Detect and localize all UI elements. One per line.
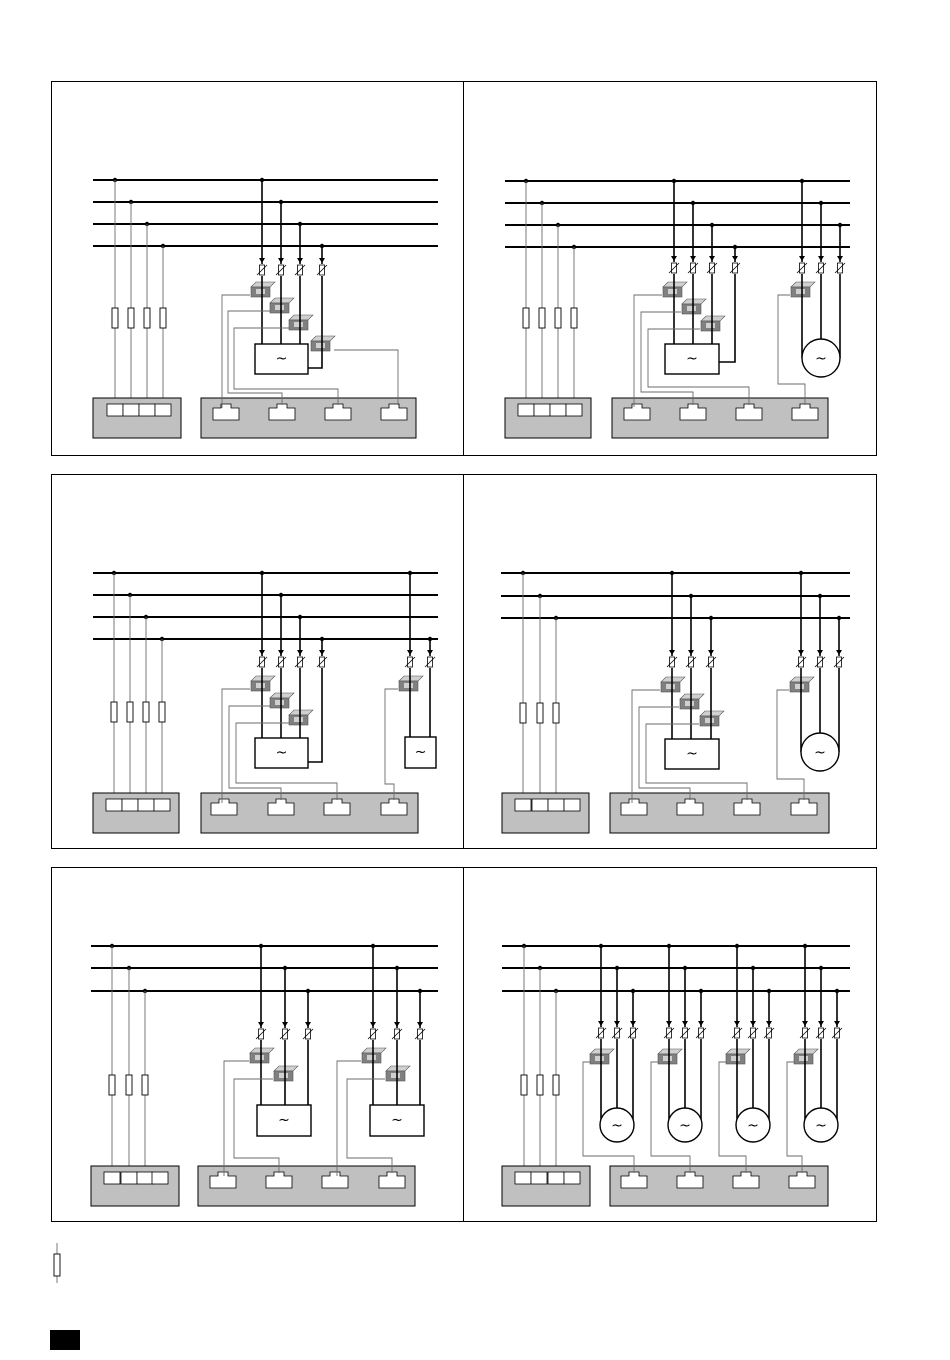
ct-top bbox=[682, 299, 706, 304]
fuse-icon bbox=[664, 1028, 674, 1038]
fuse-icon bbox=[276, 265, 286, 275]
current-transformer-icon bbox=[251, 676, 275, 691]
feeder-arrow bbox=[278, 650, 284, 655]
ct-window bbox=[731, 1056, 740, 1061]
fuse-icon bbox=[816, 263, 826, 273]
ct-top bbox=[274, 1066, 298, 1071]
fuse-icon bbox=[707, 263, 717, 273]
source-symbol: ~ bbox=[611, 1118, 623, 1134]
feeder-arrow bbox=[282, 1022, 288, 1027]
ct-top bbox=[289, 710, 313, 715]
ct-window bbox=[294, 717, 303, 722]
feeder-arrow bbox=[614, 1021, 620, 1026]
feeder-arrow bbox=[690, 256, 696, 261]
fuse-icon bbox=[520, 703, 526, 723]
feeder-arrow bbox=[708, 650, 714, 655]
motor-generator bbox=[736, 1108, 770, 1142]
feeder-arrow bbox=[818, 1021, 824, 1026]
motor-generator bbox=[600, 1108, 634, 1142]
ct-top bbox=[362, 1048, 386, 1053]
signal-wire bbox=[337, 1061, 361, 1176]
fuse-icon bbox=[797, 263, 807, 273]
feeder-arrow bbox=[837, 256, 843, 261]
feeder-arrow bbox=[834, 1021, 840, 1026]
ct-top bbox=[250, 1048, 274, 1053]
ct-top bbox=[270, 693, 294, 698]
fuse-icon bbox=[686, 657, 696, 667]
fuse-icon bbox=[54, 1254, 60, 1276]
source-symbol: ~ bbox=[275, 351, 288, 367]
voltage-terminal bbox=[137, 1172, 153, 1184]
voltage-terminal bbox=[518, 404, 534, 416]
load-generator bbox=[665, 344, 719, 374]
ct-top bbox=[386, 1066, 410, 1071]
ct-window bbox=[294, 322, 303, 327]
feeder-arrow bbox=[709, 256, 715, 261]
ct-top bbox=[701, 316, 725, 321]
ct-window bbox=[595, 1056, 604, 1061]
voltage-terminal bbox=[138, 799, 154, 811]
feeder-arrow bbox=[682, 1021, 688, 1026]
fuse-icon bbox=[142, 1075, 148, 1095]
feeder-arrow bbox=[669, 650, 675, 655]
fuse-icon bbox=[257, 265, 267, 275]
voltage-terminal bbox=[564, 799, 580, 811]
page-number-tab bbox=[50, 1330, 80, 1350]
fuse-icon bbox=[257, 657, 267, 667]
voltage-terminal bbox=[121, 1172, 137, 1184]
voltage-terminal-unit bbox=[93, 398, 181, 438]
ct-window bbox=[367, 1055, 376, 1060]
fuse-icon bbox=[415, 1029, 425, 1039]
feeder-arrow bbox=[370, 1022, 376, 1027]
fuse-icon bbox=[405, 657, 415, 667]
fuse-icon bbox=[612, 1028, 622, 1038]
load-generator bbox=[257, 1105, 311, 1136]
fuse-icon bbox=[796, 657, 806, 667]
fuse-icon bbox=[127, 702, 133, 722]
feeder-arrow bbox=[817, 650, 823, 655]
current-transformer-icon bbox=[311, 336, 335, 351]
fuse-icon bbox=[764, 1028, 774, 1038]
current-transformer-icon bbox=[680, 694, 704, 709]
voltage-terminal-unit bbox=[505, 398, 591, 438]
fuse-icon bbox=[521, 1075, 527, 1095]
feeder-arrow bbox=[666, 1021, 672, 1026]
feeder-arrow bbox=[818, 256, 824, 261]
feeder-arrow bbox=[734, 1021, 740, 1026]
fuse-icon bbox=[553, 703, 559, 723]
load-generator bbox=[665, 739, 719, 769]
legend bbox=[54, 1243, 60, 1283]
voltage-terminal bbox=[152, 1172, 168, 1184]
voltage-terminal bbox=[139, 404, 155, 416]
ct-top bbox=[658, 1049, 682, 1054]
ct-window bbox=[668, 289, 677, 294]
voltage-terminal bbox=[154, 799, 170, 811]
source-symbol: ~ bbox=[275, 745, 288, 761]
feeder-arrow bbox=[407, 650, 413, 655]
feeder-arrow bbox=[671, 256, 677, 261]
feeder-arrow bbox=[319, 258, 325, 263]
fuse-icon bbox=[392, 1029, 402, 1039]
current-transformer-icon bbox=[386, 1066, 410, 1081]
source-symbol: ~ bbox=[815, 351, 827, 367]
current-transformer-icon bbox=[794, 1049, 818, 1064]
panel-5 bbox=[91, 944, 438, 1206]
feeder-arrow bbox=[750, 1021, 756, 1026]
current-transformer-icon bbox=[700, 711, 724, 726]
ct-top bbox=[590, 1049, 614, 1054]
ct-top bbox=[311, 336, 335, 341]
source-symbol: ~ bbox=[814, 745, 826, 761]
voltage-terminal bbox=[532, 799, 548, 811]
ct-top bbox=[794, 1049, 818, 1054]
fuse-icon bbox=[696, 1028, 706, 1038]
fuse-icon bbox=[523, 308, 529, 328]
feeder-arrow bbox=[732, 256, 738, 261]
current-module-unit bbox=[612, 398, 828, 438]
feeder-arrow bbox=[258, 1022, 264, 1027]
fuse-icon bbox=[295, 265, 305, 275]
current-transformer-icon bbox=[791, 282, 815, 297]
current-transformer-icon bbox=[270, 693, 294, 708]
load-generator bbox=[255, 738, 308, 768]
feeder-arrow bbox=[798, 650, 804, 655]
current-transformer-icon bbox=[663, 282, 687, 297]
current-transformer-icon bbox=[790, 677, 814, 692]
feeder-arrow bbox=[766, 1021, 772, 1026]
motor-generator bbox=[804, 1108, 838, 1142]
fuse-icon bbox=[680, 1028, 690, 1038]
signal-wire bbox=[334, 350, 398, 405]
current-transformer-icon bbox=[661, 677, 685, 692]
ct-window bbox=[795, 684, 804, 689]
voltage-terminal bbox=[564, 1172, 580, 1184]
fuse-icon bbox=[748, 1028, 758, 1038]
panel-2 bbox=[505, 179, 850, 438]
fuse-icon bbox=[553, 1075, 559, 1095]
voltage-terminal bbox=[566, 404, 582, 416]
current-module-unit bbox=[610, 793, 829, 833]
feeder-wire bbox=[308, 276, 322, 368]
feeder-arrow bbox=[427, 650, 433, 655]
fuse-icon bbox=[109, 1075, 115, 1095]
feeder-arrow bbox=[394, 1022, 400, 1027]
fuse-icon bbox=[295, 657, 305, 667]
voltage-terminal-unit bbox=[91, 1166, 179, 1206]
voltage-terminal bbox=[106, 799, 122, 811]
ct-window bbox=[705, 718, 714, 723]
source-symbol: ~ bbox=[686, 746, 698, 762]
current-module-unit bbox=[198, 1166, 415, 1206]
fuse-icon bbox=[128, 308, 134, 328]
signal-wire bbox=[778, 295, 805, 405]
fuse-icon bbox=[280, 1029, 290, 1039]
voltage-terminal-unit bbox=[502, 1166, 590, 1206]
feeder-arrow bbox=[417, 1022, 423, 1027]
panel-4 bbox=[501, 571, 850, 833]
fuse-icon bbox=[834, 657, 844, 667]
current-transformer-icon bbox=[399, 676, 423, 691]
fuse-icon bbox=[111, 702, 117, 722]
fuse-icon bbox=[143, 702, 149, 722]
fuse-icon bbox=[571, 308, 577, 328]
fuse-icon bbox=[688, 263, 698, 273]
ct-top bbox=[270, 298, 294, 303]
fuse-icon bbox=[832, 1028, 842, 1038]
voltage-terminal-unit bbox=[93, 793, 179, 833]
current-transformer-icon bbox=[590, 1049, 614, 1064]
voltage-terminal bbox=[515, 799, 531, 811]
fuse-icon bbox=[816, 1028, 826, 1038]
voltage-terminal bbox=[550, 404, 566, 416]
load-generator bbox=[255, 344, 308, 374]
ct-top bbox=[251, 282, 275, 287]
voltage-terminal bbox=[122, 799, 138, 811]
ct-top bbox=[700, 711, 724, 716]
signal-wire bbox=[787, 1062, 802, 1173]
motor-generator bbox=[801, 733, 839, 771]
current-transformer-icon bbox=[701, 316, 725, 331]
fuse-icon bbox=[256, 1029, 266, 1039]
fuse-icon bbox=[368, 1029, 378, 1039]
ct-top bbox=[680, 694, 704, 699]
fuse-icon bbox=[159, 702, 165, 722]
current-module-unit bbox=[201, 398, 416, 438]
ct-window bbox=[316, 343, 325, 348]
signal-wire bbox=[777, 690, 804, 800]
voltage-terminal bbox=[548, 1172, 564, 1184]
fuse-icon bbox=[425, 657, 435, 667]
fuse-icon bbox=[539, 308, 545, 328]
ct-window bbox=[706, 323, 715, 328]
feeder-arrow bbox=[305, 1022, 311, 1027]
feeder-arrow bbox=[799, 256, 805, 261]
current-transformer-icon bbox=[274, 1066, 298, 1081]
feeder-wire bbox=[308, 668, 322, 762]
source-symbol: ~ bbox=[391, 1112, 403, 1129]
fuse-icon bbox=[800, 1028, 810, 1038]
feeder-arrow bbox=[698, 1021, 704, 1026]
ct-window bbox=[275, 700, 284, 705]
current-transformer-icon bbox=[289, 315, 313, 330]
fuse-icon bbox=[667, 657, 677, 667]
fuse-icon bbox=[537, 1075, 543, 1095]
feeder-arrow bbox=[836, 650, 842, 655]
signal-wire bbox=[222, 295, 250, 408]
voltage-terminal bbox=[107, 404, 123, 416]
signal-wire bbox=[385, 689, 398, 800]
panel-1 bbox=[93, 178, 438, 438]
source-symbol: ~ bbox=[686, 351, 698, 367]
voltage-terminal-unit bbox=[502, 793, 589, 833]
source-symbol: ~ bbox=[414, 744, 427, 761]
feeder-arrow bbox=[802, 1021, 808, 1026]
current-module-unit bbox=[201, 793, 418, 833]
voltage-terminal bbox=[534, 404, 550, 416]
fuse-icon bbox=[706, 657, 716, 667]
current-transformer-icon bbox=[270, 298, 294, 313]
ct-top bbox=[661, 677, 685, 682]
ct-top bbox=[663, 282, 687, 287]
feeder-arrow bbox=[688, 650, 694, 655]
load-generator bbox=[405, 737, 436, 768]
fuse-icon bbox=[160, 308, 166, 328]
fuse-icon bbox=[596, 1028, 606, 1038]
fuse-icon bbox=[144, 308, 150, 328]
ct-window bbox=[255, 1055, 264, 1060]
ct-window bbox=[275, 305, 284, 310]
ct-window bbox=[404, 683, 413, 688]
ct-window bbox=[279, 1073, 288, 1078]
feeder-arrow bbox=[259, 258, 265, 263]
ct-window bbox=[685, 701, 694, 706]
source-symbol: ~ bbox=[747, 1118, 759, 1134]
fuse-icon bbox=[555, 308, 561, 328]
voltage-terminal bbox=[104, 1172, 120, 1184]
source-symbol: ~ bbox=[679, 1118, 691, 1134]
ct-top bbox=[251, 676, 275, 681]
voltage-terminal bbox=[123, 404, 139, 416]
voltage-terminal bbox=[531, 1172, 547, 1184]
feeder-arrow bbox=[278, 258, 284, 263]
feeder-arrow bbox=[297, 258, 303, 263]
source-symbol: ~ bbox=[815, 1118, 827, 1134]
panel-6 bbox=[502, 944, 850, 1206]
ct-window bbox=[256, 289, 265, 294]
ct-window bbox=[687, 306, 696, 311]
fuse-icon bbox=[276, 657, 286, 667]
fuse-icon bbox=[317, 657, 327, 667]
ct-window bbox=[799, 1056, 808, 1061]
current-transformer-icon bbox=[289, 710, 313, 725]
ct-window bbox=[391, 1073, 400, 1078]
motor-generator bbox=[802, 339, 840, 377]
signal-wire bbox=[224, 1061, 249, 1176]
load-generator bbox=[370, 1105, 424, 1136]
fuse-icon bbox=[126, 1075, 132, 1095]
ct-window bbox=[663, 1056, 672, 1061]
fuse-icon bbox=[317, 265, 327, 275]
feeder-arrow bbox=[259, 650, 265, 655]
fuse-icon bbox=[732, 1028, 742, 1038]
voltage-terminal bbox=[515, 1172, 531, 1184]
voltage-terminal bbox=[155, 404, 171, 416]
current-transformer-icon bbox=[726, 1049, 750, 1064]
fuse-icon bbox=[112, 308, 118, 328]
fuse-icon bbox=[835, 263, 845, 273]
fuse-icon bbox=[303, 1029, 313, 1039]
ct-top bbox=[726, 1049, 750, 1054]
fuse-icon bbox=[669, 263, 679, 273]
feeder-arrow bbox=[598, 1021, 604, 1026]
current-transformer-icon bbox=[362, 1048, 386, 1063]
motor-generator bbox=[668, 1108, 702, 1142]
source-symbol: ~ bbox=[278, 1112, 290, 1129]
current-transformer-icon bbox=[251, 282, 275, 297]
fuse-icon bbox=[628, 1028, 638, 1038]
ct-top bbox=[791, 282, 815, 287]
fuse-icon bbox=[815, 657, 825, 667]
current-transformer-icon bbox=[658, 1049, 682, 1064]
current-transformer-icon bbox=[682, 299, 706, 314]
voltage-terminal bbox=[548, 799, 564, 811]
ct-top bbox=[399, 676, 423, 681]
ct-window bbox=[666, 684, 675, 689]
ct-window bbox=[796, 289, 805, 294]
ct-top bbox=[289, 315, 313, 320]
current-transformer-icon bbox=[250, 1048, 274, 1063]
feeder-arrow bbox=[319, 650, 325, 655]
panel-3 bbox=[93, 571, 438, 833]
feeder-arrow bbox=[297, 650, 303, 655]
ct-top bbox=[790, 677, 814, 682]
current-module-unit bbox=[610, 1166, 828, 1206]
fuse-icon bbox=[730, 263, 740, 273]
panel-frame-3 bbox=[52, 475, 464, 849]
feeder-arrow bbox=[630, 1021, 636, 1026]
fuse-icon bbox=[537, 703, 543, 723]
ct-window bbox=[256, 683, 265, 688]
